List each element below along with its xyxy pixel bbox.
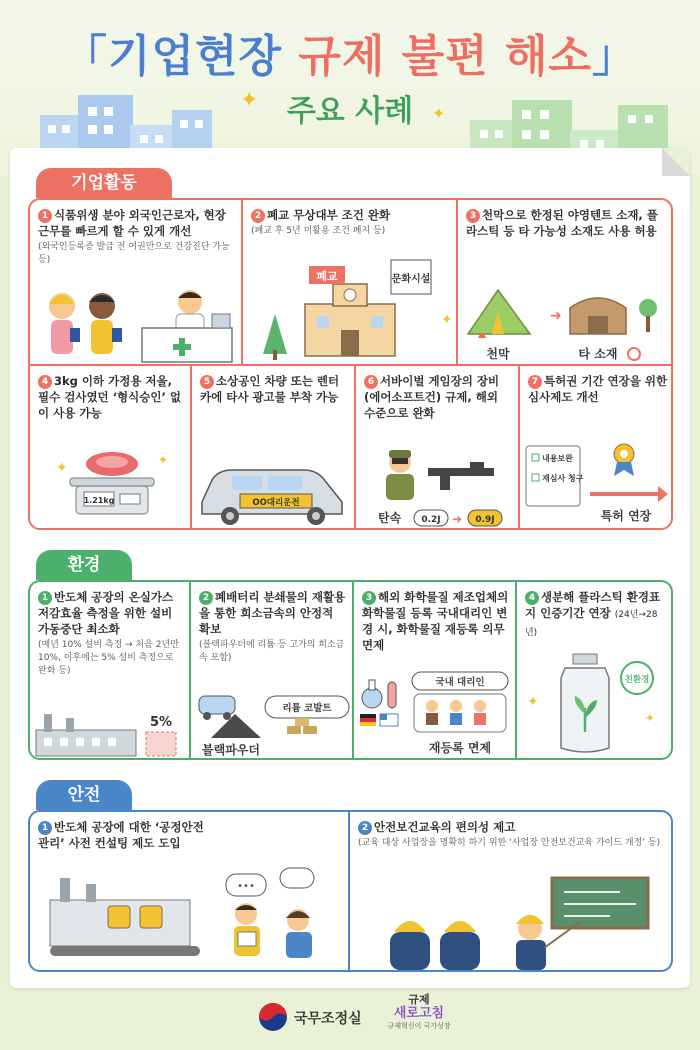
number-badge: 4 — [525, 591, 539, 605]
item-title-text: 안전보건교육의 편의성 제고 — [374, 820, 516, 834]
rare-metals-label: 리튬 코발트 — [282, 703, 332, 714]
business-item-7 — [520, 366, 673, 530]
number-badge: 3 — [466, 209, 480, 223]
scale-readout: 1.21kg — [83, 496, 115, 505]
svg-text:✦: ✦ — [441, 312, 453, 328]
environment-item-1-title — [38, 589, 183, 637]
environment-item-2 — [191, 582, 354, 758]
page-subtitle: 주요 사례 — [286, 94, 414, 129]
business-item-4-title — [38, 373, 184, 421]
safety-item-2 — [350, 812, 671, 970]
content-card — [10, 148, 690, 988]
item-title-text: 식품위생 분야 외국인근로자, 현장근무를 빠르게 할 수 있게 개선 — [38, 208, 226, 238]
environment-item-1-sub: (매년 10% 설비 측정 → 처음 2년만 10%, 이후에는 5% 설비 측정으로 완화 등) — [38, 640, 179, 676]
svg-text:➜: ➜ — [452, 512, 463, 526]
safety-grid — [28, 810, 673, 972]
culture-sign: 문화시설 — [391, 274, 431, 285]
number-badge: 4 — [38, 375, 52, 389]
eco-plastic-illustration-icon — [517, 648, 671, 758]
number-badge: 2 — [199, 591, 213, 605]
item-title-text: 특허권 기간 연장을 위한 심사제도 개선 — [528, 374, 668, 404]
consulting-factory-illustration-icon — [30, 860, 350, 970]
speed-from: 0.2J — [421, 515, 441, 525]
tent-illustration-icon — [458, 272, 673, 364]
number-badge: 6 — [364, 375, 378, 389]
number-badge: 5 — [200, 375, 214, 389]
title-part2: 규제 불편 해소 — [298, 31, 592, 82]
business-item-1-sub: (외국인등록증 발급 전 여권만으로 건강진단 가능 등) — [38, 242, 230, 265]
environment-item-4-sub: (24년→28년) — [524, 610, 658, 638]
business-item-2 — [243, 200, 458, 364]
item-title-text: 천막으로 한정된 야영텐트 소재, 플라스틱 등 타 가능성 소재도 사용 허용 — [466, 208, 658, 238]
business-item-5-title — [200, 373, 348, 405]
item-title-text: 반도체 공장에 대한 ‘공정안전관리’ 사전 컨설팅 제도 도입 — [38, 820, 204, 850]
kitchen-scale-illustration-icon — [30, 442, 192, 530]
title-part1: 기업현장 — [107, 31, 282, 82]
item-title-text: 해외 화학물질 제조업체의 화학물질 등록 국내대리인 변경 시, 화학물질 재등록 의무 면제 — [361, 590, 509, 652]
section-label-environment: 환경 — [36, 550, 132, 580]
environment-item-3-title — [362, 589, 509, 653]
eco-label-badge: 친환경 — [624, 675, 650, 685]
airsoft-gun-illustration-icon — [356, 438, 520, 530]
item-title-text: 폐교 무상대부 조건 완화 — [267, 208, 391, 222]
environment-item-3 — [354, 582, 517, 758]
environment-item-2-sub: (블랙파우더에 리튬 등 고가의 희소금속 포함) — [199, 640, 345, 663]
black-powder-illustration-icon — [191, 692, 354, 758]
safety-item-2-sub: (교육 대상 사업장을 명확히 하기 위한 ‘사업장 안전보건교육 가이드 개정’ 등) — [358, 838, 661, 848]
brand-logo — [386, 994, 452, 1030]
business-item-1 — [30, 200, 243, 364]
speed-to: 0.9J — [475, 515, 495, 525]
government-emblem-icon — [258, 1002, 288, 1032]
business-item-3 — [458, 200, 673, 364]
business-item-4 — [30, 366, 192, 530]
car-ad-illustration-icon — [192, 444, 356, 530]
bullet-speed-label: 탄속 — [378, 511, 402, 525]
page-title — [0, 20, 700, 84]
brand-sub: 규제혁신이 국가성장 — [387, 1022, 451, 1030]
number-badge: 2 — [251, 209, 265, 223]
factory-illustration-icon — [30, 708, 191, 758]
black-powder-label: 블랙파우더 — [202, 743, 260, 757]
environment-item-4-title — [525, 589, 665, 641]
workers-doctor-illustration-icon — [30, 284, 243, 364]
section-label-safety: 안전 — [36, 780, 132, 810]
closed-school-illustration-icon — [243, 254, 458, 364]
svg-text:✦: ✦ — [526, 694, 539, 710]
school-sign: 폐교 — [316, 270, 338, 283]
business-item-1-title — [38, 207, 235, 239]
business-grid — [28, 198, 673, 530]
number-badge: 1 — [38, 821, 52, 835]
item-title-text: 생분해 플라스틱 환경표지 인증기간 연장 — [524, 590, 661, 620]
svg-text:➜: ➜ — [550, 308, 562, 324]
svg-text:✦: ✦ — [56, 460, 68, 476]
safety-item-1-title — [38, 819, 208, 851]
business-item-2-sub: (폐교 후 5년 미활용 조건 폐지 등) — [251, 226, 386, 236]
svg-text:✦: ✦ — [158, 453, 169, 467]
org-name: 국무조정실 — [294, 1011, 362, 1027]
number-badge: 1 — [38, 591, 52, 605]
item-title-text: 3kg 이하 가정용 저울, 필수 검사였던 ‘형식승인’ 없이 사용 가능 — [38, 374, 181, 420]
business-item-6 — [356, 366, 520, 530]
check-item-1: 내용보완 — [542, 454, 573, 463]
safety-item-1 — [30, 812, 350, 970]
svg-text:•••: ••• — [237, 881, 255, 892]
label-other-material: 타 소재 — [578, 347, 618, 361]
environment-item-4 — [517, 582, 671, 758]
environment-item-1 — [30, 582, 191, 758]
number-badge: 3 — [362, 591, 376, 605]
svg-text:✦: ✦ — [644, 711, 656, 725]
brand-mid: 새로고침 — [393, 1006, 445, 1021]
check-item-2: 재심사 청구 — [542, 474, 584, 483]
section-label-business: 기업활동 — [36, 168, 172, 198]
page-fold — [662, 148, 690, 176]
environment-grid — [28, 580, 673, 760]
sparkle-icon: ✦ — [240, 88, 259, 113]
item-title-text: 서바이벌 게임장의 장비(에어소프트건) 규제, 해외 수준으로 완화 — [364, 374, 500, 420]
business-item-5 — [192, 366, 356, 530]
percent-label: 5% — [149, 715, 173, 730]
item-title-text: 소상공인 차량 또는 렌터카에 타사 광고물 부착 가능 — [200, 374, 340, 404]
sparkle-icon: ✦ — [432, 104, 446, 123]
number-badge: 2 — [358, 821, 372, 835]
safety-training-illustration-icon — [350, 870, 671, 970]
brand-top: 규제 — [408, 993, 430, 1006]
number-badge: 7 — [528, 375, 542, 389]
footer — [0, 990, 700, 1050]
chemical-agent-illustration-icon — [354, 668, 517, 758]
car-ad-sign: OO대리운전 — [252, 498, 300, 508]
business-item-7-title — [528, 373, 669, 405]
environment-item-2-title — [199, 589, 346, 637]
business-item-3-title — [466, 207, 669, 239]
number-badge: 1 — [38, 209, 52, 223]
item-title-text: 반도체 공장의 온실가스 저감효율 측정을 위한 설비 가동중단 최소화 — [38, 590, 174, 636]
title-bracket-open: 「 — [62, 31, 108, 82]
safety-item-2-title — [358, 819, 665, 835]
patent-extension-label: 특허 연장 — [600, 509, 652, 523]
business-item-6-title — [364, 373, 512, 421]
patent-extension-illustration-icon — [520, 432, 673, 530]
business-item-2-title — [251, 207, 450, 223]
domestic-agent-label: 국내 대리인 — [435, 677, 485, 688]
item-title-text: 폐배터리 분쇄물의 재활용을 통한 희소금속의 안정적 확보 — [199, 590, 346, 636]
re-registration-exempt-label: 재등록 면제 — [428, 741, 492, 755]
title-bracket-close: 」 — [592, 31, 637, 82]
label-tent-fabric: 천막 — [486, 347, 510, 361]
